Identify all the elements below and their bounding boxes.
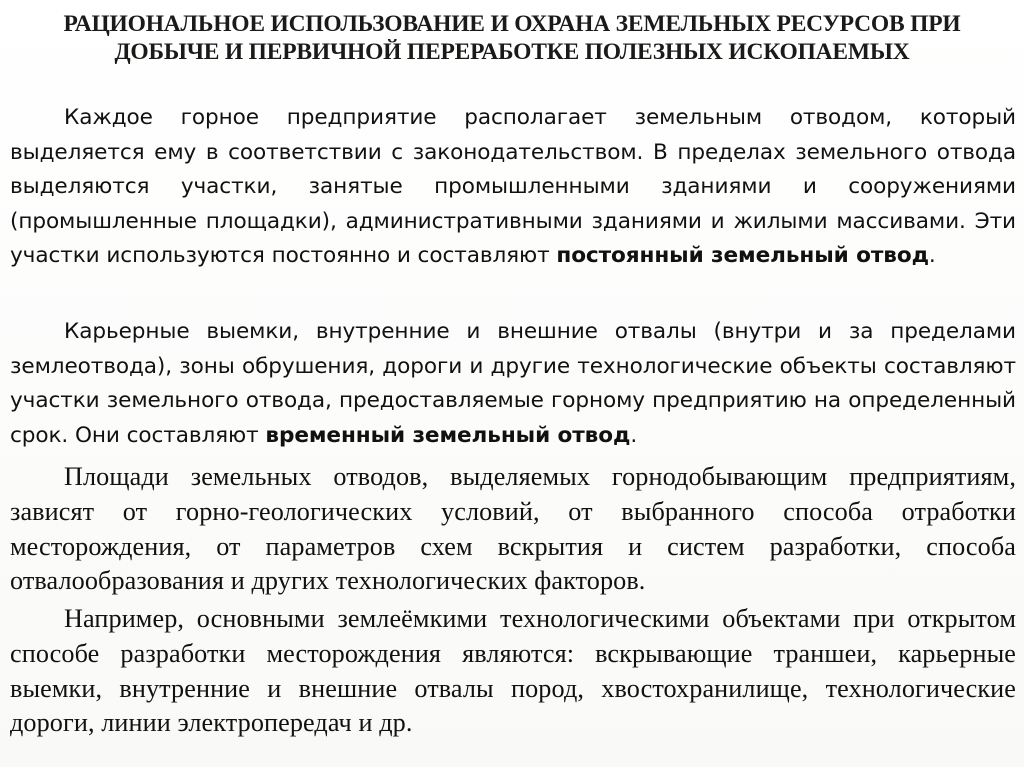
term-temporary-allotment: временный земельный отвод <box>265 422 631 448</box>
paragraph-end: . <box>928 243 936 268</box>
paragraph-text: Карьерные выемки, внутренние и внешние отвалы (внутри и за пределами землеотвода), зоны обрушения, дороги и другие технологические объекты составляют участки земельного отвода, предоставляемые горному предприятию на определенный срок. Они составляют <box>10 319 1016 448</box>
paragraph-permanent-allotment <box>10 101 1016 274</box>
paragraph-allotment-factors: Площади земельных отводов, выделяемых горнодобывающим предприятиям, зависят от горно-геологических условий, от выбранного способа отработки месторождения, от параметров схем вскрытия и систем разработки, способа отвалообразования и других технологических факторов. <box>10 462 1016 596</box>
term-permanent-allotment: постоянный земельный отвод <box>556 243 929 268</box>
paragraph-text: Каждое горное предприятие располагает земельным отводом, который выделяется ему в соответствии с законодательством. В пределах земельного отвода выделяются участки, занятые промышленными зданиями и сооружениями (промышленные площадки), административными зданиями и жилыми массивами. Эти участки используются постоянно и составляют <box>10 105 1016 268</box>
paragraph-land-intensive-objects: Например, основными землеёмкими технологическими объектами при открытом способе разработки месторождения являются: вскрывающие траншеи, карьерные выемки, внутренние и внешние отвалы пород, хвостохранилище, технологические дороги, линии электропередач и др. <box>10 604 1016 738</box>
paragraph-end: . <box>630 422 638 448</box>
paragraph-temporary-allotment <box>10 315 1016 453</box>
slide-title: РАЦИОНАЛЬНОЕ ИСПОЛЬЗОВАНИЕ И ОХРАНА ЗЕМЕЛЬНЫХ РЕСУРСОВ ПРИ ДОБЫЧЕ И ПЕРВИЧНОЙ ПЕРЕРАБОТКЕ ПОЛЕЗНЫХ ИСКОПАЕМЫХ <box>63 11 961 65</box>
